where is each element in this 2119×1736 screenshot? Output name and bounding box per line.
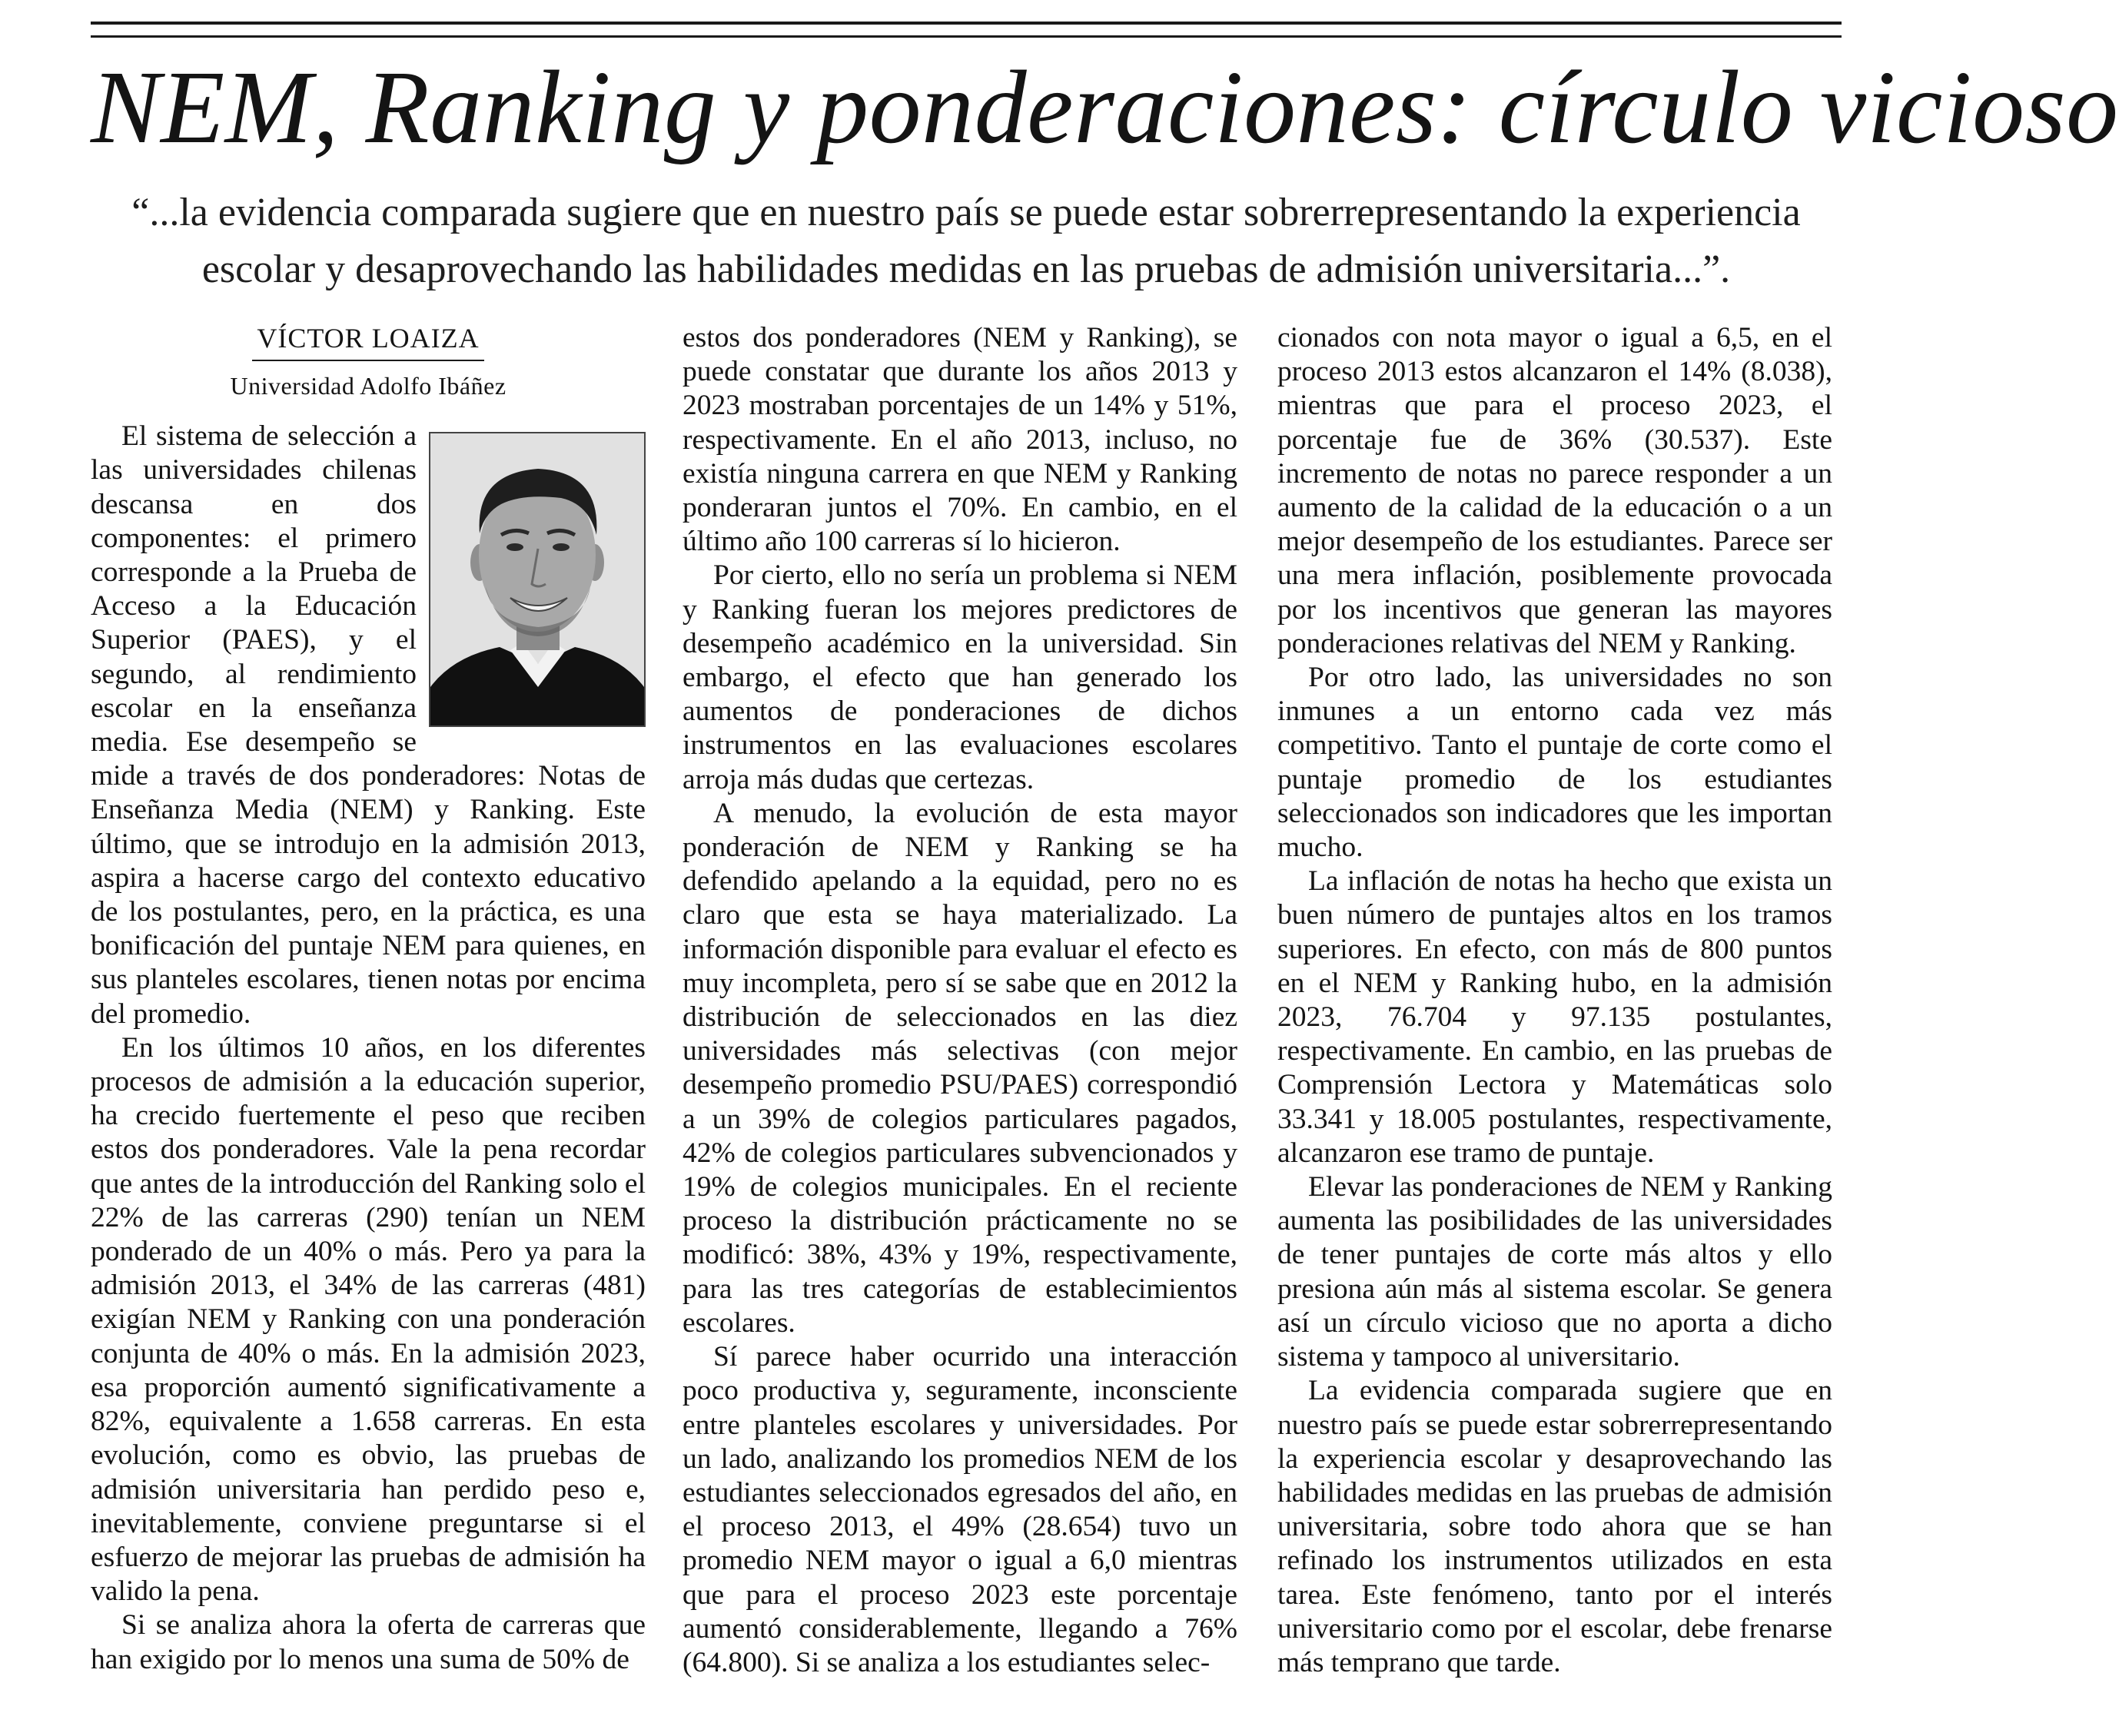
pull-quote: “...la evidencia comparada sugiere que en nuestro país se puede estar sobrerrepresentando la experiencia escolar y desaprovechando las habilidades medidas en las pruebas de admisión universitaria...”. — [131, 191, 1801, 291]
paragraph: En los últimos 10 años, en los diferentes procesos de admisión a la educación superior, ha crecido fuertemente el peso que reciben estos dos ponderadores. Vale la pena recordar que antes de la introducción del Ranking solo el 22% de las carreras (290) tenían un NEM ponderado de un 40% o más. Pero ya para la admisión 2013, el 34% de las carreras (481) exigían NEM y Ranking con una ponderación conjunta de 40% o más. En la admisión 2023, esa proporción aumentó significativamente a 82%, equivalente a 1.658 carreras. En esta evolución, como es obvio, las pruebas de admisión universitaria han perdido peso e, inevitablemente, conviene preguntarse si el esfuerzo de mejorar las pruebas de admisión ha valido la pena. — [91, 1031, 646, 1608]
paragraph: Por otro lado, las universidades no son inmunes a un entorno cada vez más competitivo. Tanto el puntaje de corte como el puntaje promedio de los estudiantes seleccionados son indicadores que les importan mucho. — [1277, 662, 1832, 864]
paragraph: Por cierto, ello no sería un problema si NEM y Ranking fueran los mejores predictores de desempeño académico en la universidad. Sin embargo, el efecto que han generado los aumentos de ponderaciones de dichos instrumentos en las evaluaciones escolares arroja más dudas que certezas. — [683, 559, 1237, 795]
headline: NEM, Ranking y ponderaciones: círculo vicioso — [91, 50, 2119, 165]
top-rule — [91, 22, 1842, 38]
author-affiliation: Universidad Adolfo Ibáñez — [230, 372, 507, 400]
paragraph: La evidencia comparada sugiere que en nuestro país se puede estar sobrerrepresentando la experiencia escolar y desaprovechando las habilidades medidas en las pruebas de admisión universitaria, sobre todo ahora que se han refinado los instrumentos utilizados en esta tarea. Este fenómeno, tanto por el interés universitario como por el escolar, debe frenarse más temprano que tarde. — [1277, 1375, 1832, 1678]
article-column-2 — [683, 321, 1237, 1680]
paragraph: Si se analiza ahora la oferta de carreras que han exigido por lo menos una suma de 50% de — [91, 1609, 646, 1675]
paragraph: El sistema de selección a las universidades chilenas descansa en dos componentes: el primero corresponde a la Prueba de Acceso a la Educación Superior (PAES), y el segundo, al rendimiento escolar en la enseñanza media. Ese desempeño se mide a través de dos ponderadores: Notas de Enseñanza Media (NEM) y Ranking. Este último, que se introdujo en la admisión 2013, aspira a hacerse cargo del contexto educativo de los postulantes, pero, en la práctica, es una bonificación del puntaje NEM para quienes, en sus planteles escolares, tienen notas por encima del promedio. — [91, 420, 646, 1030]
byline — [91, 321, 646, 403]
paragraph: A menudo, la evolución de esta mayor ponderación de NEM y Ranking se ha defendido apelando a la equidad, pero no es claro que esta se haya materializado. La información disponible para evaluar el efecto es muy incompleta, pero sí se sabe que en 2012 la distribución de seleccionados en las diez universidades más selectivas (con mejor desempeño promedio PSU/PAES) correspondió a un 39% de colegios particulares pagados, 42% de colegios particulares subvencionados y 19% de colegios municipales. En el reciente proceso la distribución prácticamente no se modificó: 38%, 43% y 19%, respectivamente, para las tres categorías de establecimientos escolares. — [683, 797, 1237, 1339]
paragraph: Elevar las ponderaciones de NEM y Ranking aumenta las posibilidades de las universidades de tener puntajes de corte más altos y ello presiona aún más al sistema escolar. Se genera así un círculo vicioso que no aporta a dicho sistema y tampoco al universitario. — [1277, 1171, 1832, 1373]
paragraph-continued: estos dos ponderadores (NEM y Ranking), se puede constatar que durante los años 2013 y 2023 mostraban porcentajes de un 14% y 51%, respectivamente. En el año 2013, incluso, no existía ninguna carrera en que NEM y Ranking ponderaran juntos el 70%. En cambio, en el último año 100 carreras sí lo hicieron. — [683, 322, 1237, 558]
paragraph-continued: cionados con nota mayor o igual a 6,5, en el proceso 2013 estos alcanzaron el 14% (8.038), mientras que para el proceso 2023, el porcentaje fue de 36% (30.537). Este incremento de notas no parece responder a un aumento de la calidad de la educación o a un mejor desempeño de los estudiantes. Parece ser una mera inflación, posiblemente provocada por los incentivos que generan las mayores ponderaciones relativas del NEM y Ranking. — [1277, 322, 1832, 659]
author-portrait-image — [430, 433, 644, 725]
author-name: VÍCTOR LOAIZA — [252, 321, 483, 361]
article-column-1 — [91, 321, 646, 1677]
author-photo — [429, 432, 646, 727]
paragraph: La inflación de notas ha hecho que exista un buen número de puntajes altos en los tramos superiores. En efecto, con más de 800 puntos en el NEM y Ranking hubo, en la admisión 2023, 76.704 y 97.135 postulantes, respectivamente. En cambio, en las pruebas de Comprensión Lectora y Matemáticas solo 33.341 y 18.005 postulantes, respectivamente, alcanzaron ese tramo de puntaje. — [1277, 865, 1832, 1169]
paragraph: Sí parece haber ocurrido una interacción poco productiva y, seguramente, inconsciente entre planteles escolares y universidades. Por un lado, analizando los promedios NEM de los estudiantes seleccionados egresados del año, en el proceso 2013, el 49% (28.654) tuvo un promedio NEM mayor o igual a 6,0 mientras que para el proceso 2023 este porcentaje aumentó considerablemente, llegando a 76% (64.800). Si se analiza a los estudiantes selec- — [683, 1341, 1237, 1678]
article-column-3 — [1277, 321, 1832, 1680]
